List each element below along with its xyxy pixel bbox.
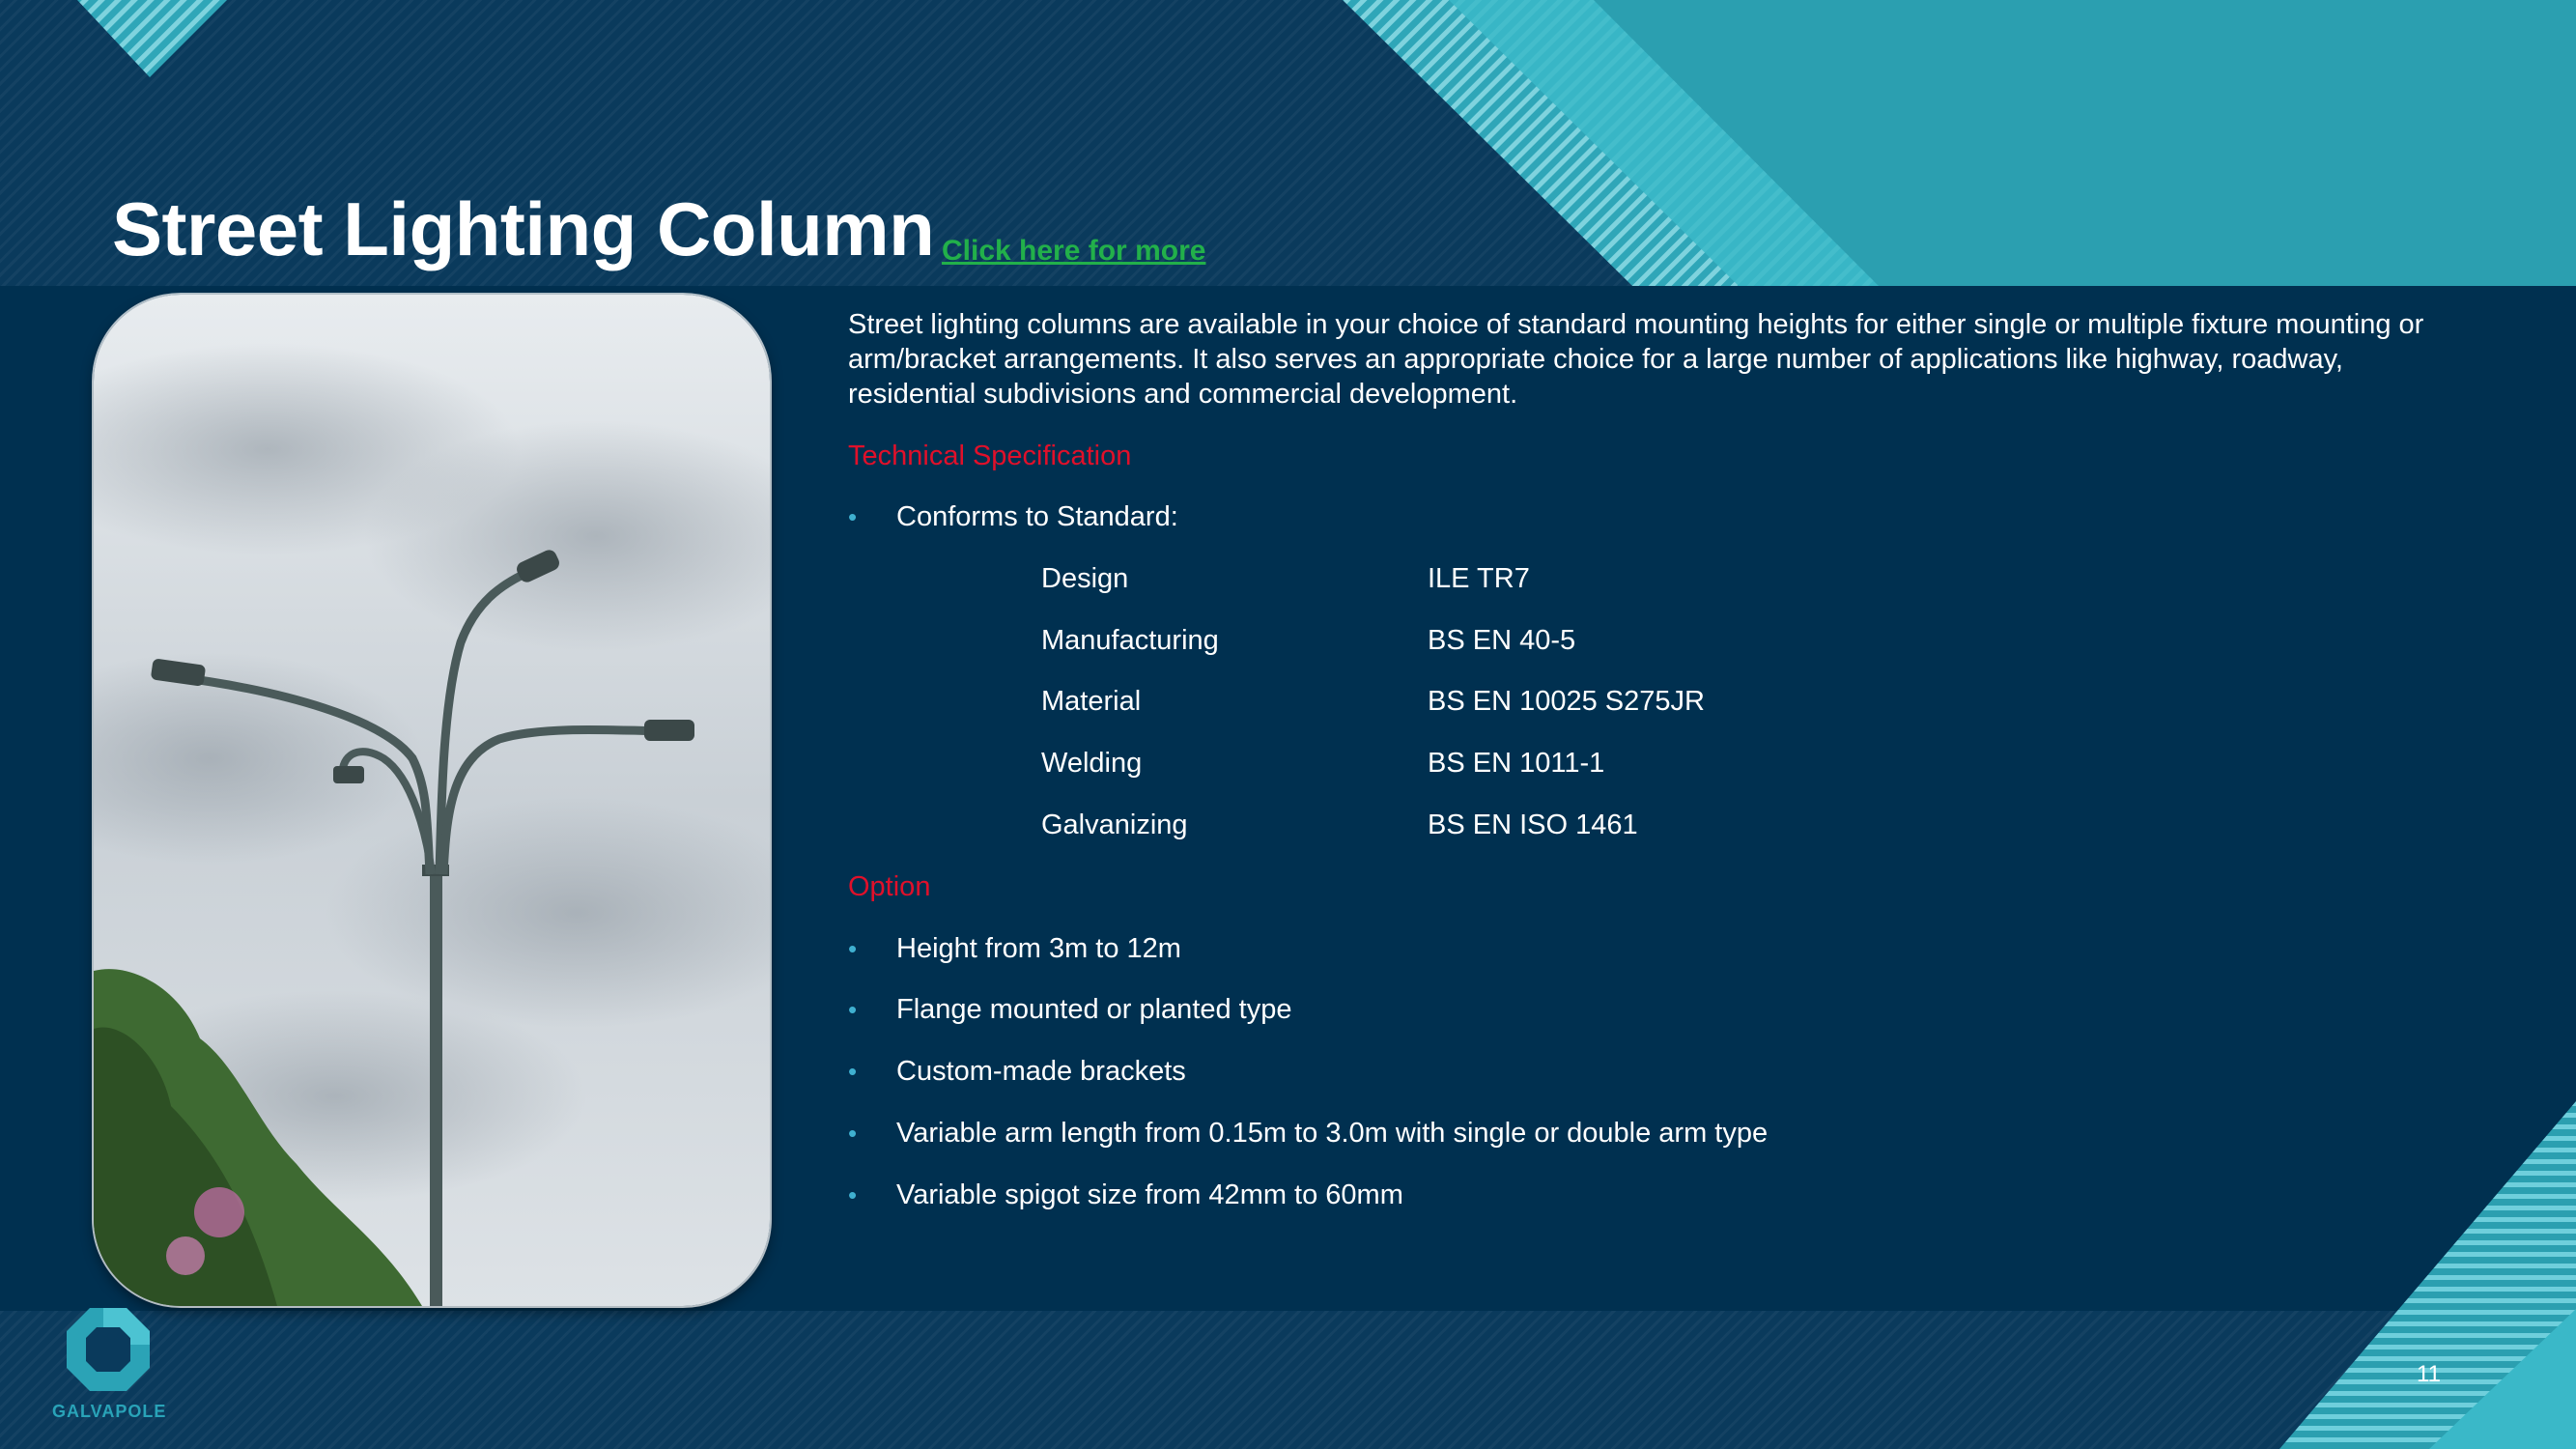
spec-label: Galvanizing: [1041, 810, 1188, 840]
octagon-logo-icon: [65, 1306, 152, 1393]
list-item: • Custom-made brackets: [848, 1056, 1186, 1087]
content-area: [848, 307, 2471, 1210]
spec-label: Material: [1041, 686, 1142, 717]
spec-value: BS EN ISO 1461: [1428, 810, 1638, 840]
intro-paragraph: Street lighting columns are available in your choice of standard mounting heights for either single or multiple fixture mounting or arm/bracket arrangements. It also serves an appropriate choice for a large number of applications like highway, roadway, residential subdivisions and commercial development.: [848, 309, 2424, 410]
company-logo: [52, 1306, 167, 1422]
more-info-link[interactable]: Click here for more: [942, 235, 1206, 267]
bullet-icon: •: [848, 995, 858, 1024]
footer-decoration: [2222, 1101, 2576, 1449]
tech-spec-heading: Technical Specification: [848, 440, 1132, 471]
list-item: • Variable spigot size from 42mm to 60mm: [848, 1179, 1403, 1210]
bullet-icon: •: [848, 1057, 858, 1086]
bullet-icon: •: [848, 502, 858, 531]
page-number: 11: [2417, 1361, 2441, 1387]
list-item: • Flange mounted or planted type: [848, 994, 1292, 1025]
spec-value: BS EN 1011-1: [1428, 748, 1605, 779]
logo-text: GALVAPOLE: [52, 1402, 167, 1421]
bullet-icon: •: [848, 934, 858, 963]
street-light-photo: [94, 295, 770, 1306]
option-heading: Option: [848, 871, 931, 902]
footer-band: [0, 1311, 2576, 1449]
bullet-icon: •: [848, 1119, 858, 1148]
spec-label: Welding: [1041, 748, 1143, 779]
spec-value: ILE TR7: [1428, 563, 1530, 594]
list-item: • Variable arm length from 0.15m to 3.0m with single or double arm type: [848, 1118, 1769, 1149]
slide-title: Street Lighting Column: [112, 186, 935, 271]
list-item: • Height from 3m to 12m: [848, 933, 1181, 964]
list-item: • Conforms to Standard:: [848, 501, 1178, 532]
spec-value: BS EN 10025 S275JR: [1428, 686, 1705, 717]
spec-label: Manufacturing: [1041, 625, 1219, 656]
spec-value: BS EN 40-5: [1428, 625, 1576, 656]
bullet-icon: •: [848, 1180, 858, 1209]
spec-label: Design: [1041, 563, 1129, 594]
